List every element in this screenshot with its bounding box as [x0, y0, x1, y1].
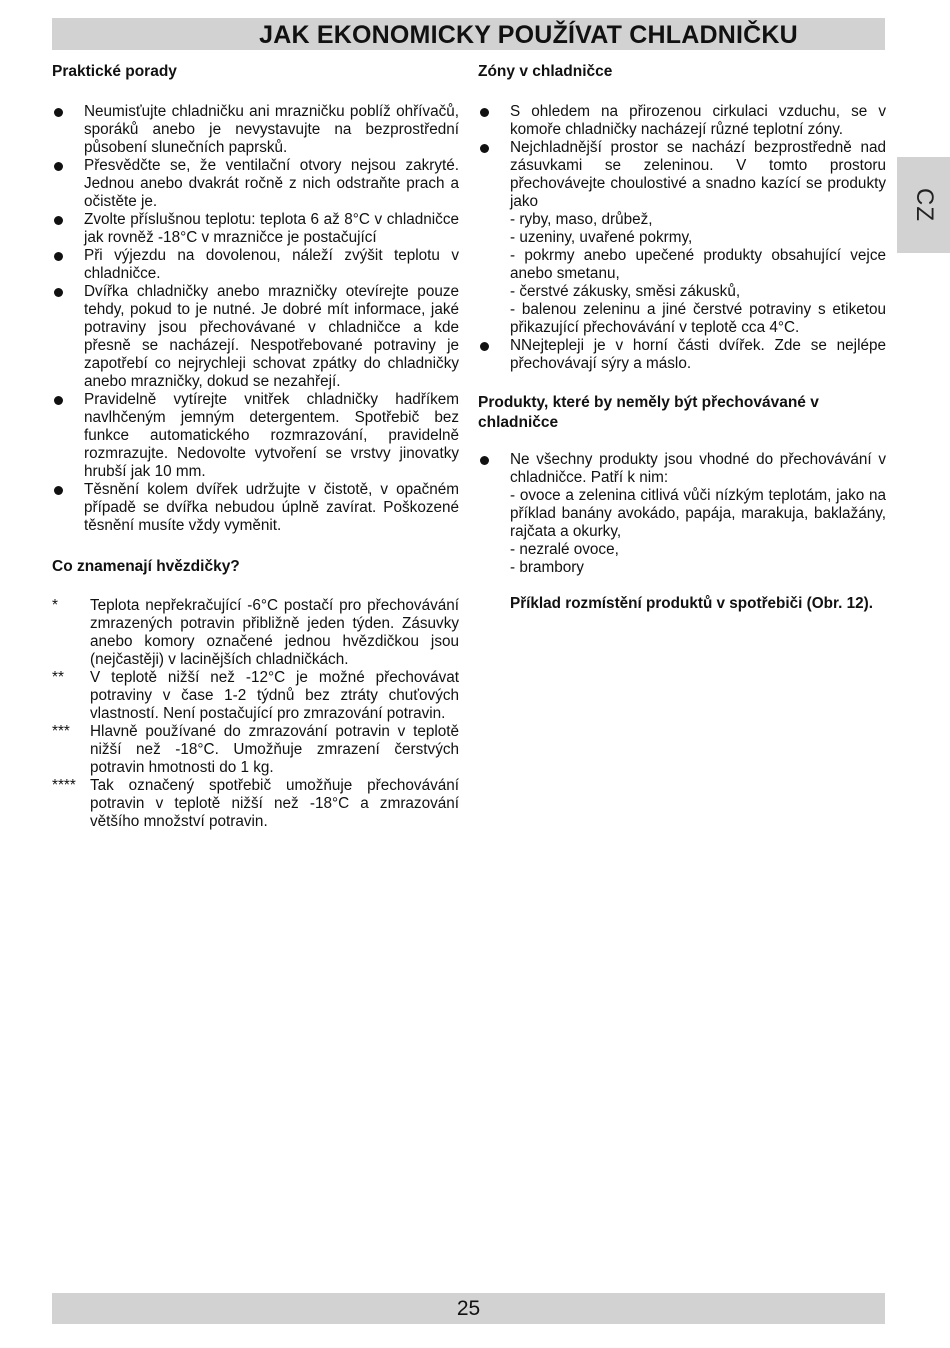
- list-item: Přesvědčte se, že ventilační otvory nejsou zakryté. Jednou anebo dvakrát ročně z nich odstraňte prach a očistěte je.: [52, 157, 459, 211]
- example-figure-note: Příklad rozmístění produktů v spotřebiči (Obr. 12).: [510, 595, 873, 612]
- unsuitable-products-heading: Produkty, které by neměly být přechovávané v chladničce: [478, 394, 819, 431]
- list-item: S ohledem na přirozenou cirkulaci vzduchu, se v komoře chladničky nacházejí různé teplotní zóny.: [478, 103, 886, 139]
- list-item: Při výjezdu na dovolenou, náleží zvýšit teplotu v chladničce.: [52, 247, 459, 283]
- list-item: [52, 723, 459, 777]
- language-tab: [897, 157, 950, 253]
- sub-item: - uzeniny, uvařené pokrmy,: [510, 229, 693, 246]
- fridge-zones-heading: Zóny v chladničce: [478, 63, 613, 80]
- star-mark: ****: [52, 777, 76, 794]
- sub-item: - balenou zeleninu a jiné čerstvé potraviny s etiketou přikazující přechovávání v teplotě cca 4°C.: [510, 301, 886, 336]
- practical-tips-list: [52, 103, 459, 535]
- star-text: Teplota nepřekračující -6°C postačí pro přechovávání zmrazených potravin přibližně jeden týden. Zásuvky anebo komory označené jednou hvězdičkou jsou (nejčastěji) v lacinějších chladničkách.: [90, 597, 459, 668]
- star-mark: *: [52, 597, 58, 614]
- star-text: Tak označený spotřebič umožňuje přechovávání potravin v teplotě nižší než -18°C a zmrazování většího množství potravin.: [90, 777, 459, 830]
- list-item: Dvířka chladničky anebo mrazničky otevírejte pouze tehdy, pokud to je nutné. Je dobré mít informace, jaké potraviny jsou přechovávané v chladničce a kde přesně se nacházejí. Nespotřebované potraviny je zapotřebí co nejrychleji schovat zpátky do chladničky anebo mrazničky, dokud se nezahřejí.: [52, 283, 459, 391]
- practical-tips-heading: Praktické porady: [52, 63, 177, 80]
- star-text: Hlavně používané do zmrazování potravin v teplotě nižší než -18°C. Umožňuje zmrazení čerstvých potravin hmotnosti do 1 kg.: [90, 723, 459, 776]
- language-tab-label: CZ: [910, 188, 938, 222]
- sub-item: - ryby, maso, drůbež,: [510, 211, 653, 228]
- list-item: Zvolte příslušnou teplotu: teplota 6 až 8°C v chladničce jak rovněž -18°C v mrazničce je postačující: [52, 211, 459, 247]
- sub-item: - brambory: [510, 559, 584, 576]
- list-item: Neumisťujte chladničku ani mrazničku poblíž ohřívačů, sporáků anebo je nevystavujte na bezprostřední působení slunečních paprsků.: [52, 103, 459, 157]
- star-text: V teplotě nižší než -12°C je možné přechovávat potraviny v čase 1-2 týdnů bez ztráty chuťových vlastností. Není postačující pro zmrazování potravin.: [90, 669, 459, 722]
- zone-coldest-intro: Nejchladnější prostor se nachází bezprostředně nad zásuvkami se zeleninou. V tomto prostoru přechovávejte choulostivé a snadno kazící se produkty jako: [510, 139, 886, 210]
- footer-bar: [52, 1293, 885, 1324]
- title-bar: [52, 18, 885, 50]
- list-item: [478, 451, 886, 577]
- right-column: [478, 62, 886, 613]
- star-mark: ***: [52, 723, 70, 740]
- unsuitable-intro: Ne všechny produkty jsou vhodné do přechovávání v chladničce. Patří k nim:: [510, 451, 886, 486]
- list-item: Pravidelně vytírejte vnitřek chladničky hadříkem navlhčeným jemným detergentem. Spotřebič bez funkce automatického rozmrazování, pravidelně rozmrazujte. Nedovolte vytvoření se vrstvy jinovatky hrubší jak 10 mm.: [52, 391, 459, 481]
- unsuitable-products-list: [478, 451, 886, 577]
- sub-item: - ovoce a zelenina citlivá vůči nízkým teplotám, jako na příklad banány avokádo, papája, marakuja, baklažány, rajčata a okurky,: [510, 487, 886, 540]
- fridge-zones-list: [478, 103, 886, 373]
- list-item: [52, 669, 459, 723]
- stars-list: [52, 597, 459, 831]
- star-mark: **: [52, 669, 64, 686]
- stars-heading: Co znamenají hvězdičky?: [52, 558, 240, 575]
- list-item: [52, 777, 459, 831]
- sub-item: - nezralé ovoce,: [510, 541, 619, 558]
- page-number: 25: [456, 1297, 481, 1320]
- sub-item: - pokrmy anebo upečené produkty obsahující vejce anebo smetanu,: [510, 247, 886, 282]
- list-item: NNejtepleji je v horní části dvířek. Zde se nejlépe přechovávají sýry a máslo.: [478, 337, 886, 373]
- list-item: Těsnění kolem dvířek udržujte v čistotě, v opačném případě se dvířka nebudou úplně zavírat. Poškozené těsnění musíte vždy vyměnit.: [52, 481, 459, 535]
- list-item: [478, 139, 886, 337]
- left-column: [52, 62, 459, 831]
- list-item: [52, 597, 459, 669]
- sub-item: - čerstvé zákusky, směsi zákusků,: [510, 283, 741, 300]
- page-title: JAK EKONOMICKY POUŽÍVAT CHLADNIČKU: [259, 21, 798, 49]
